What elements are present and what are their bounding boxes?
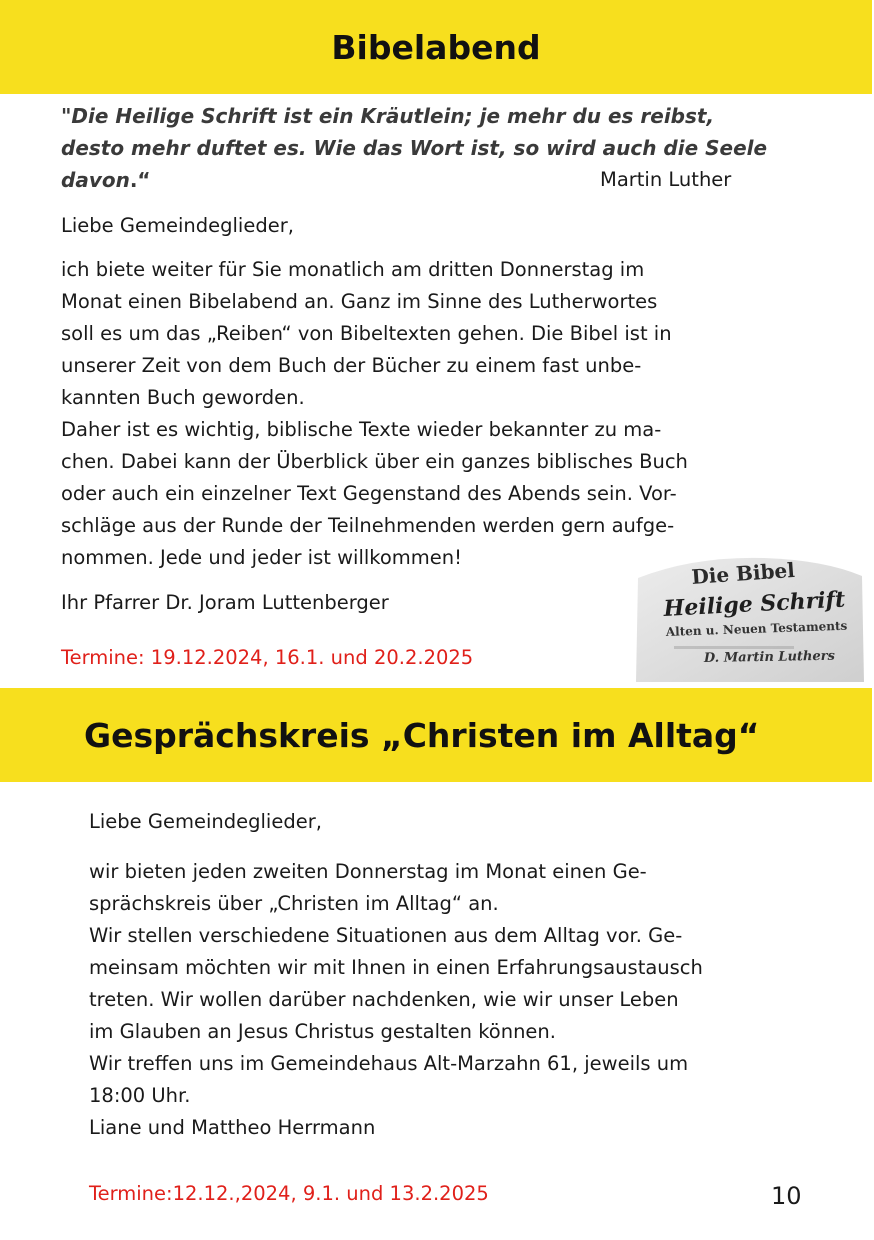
greeting-gespraechskreis: Liebe Gemeindeglieder,	[89, 810, 322, 833]
section-title-gespraechskreis: Gesprächskreis „Christen im Alltag“	[84, 715, 760, 755]
bible-lettering-luther: D. Martin Luthers	[703, 648, 835, 666]
bible-title-page-image	[634, 548, 866, 682]
bible-lettering-testaments: Alten u. Neuen Testaments	[665, 618, 848, 639]
dates-gespraechskreis: Termine:12.12.,2024, 9.1. und 13.2.2025	[89, 1182, 489, 1205]
gespraechskreis-banner	[0, 688, 872, 782]
quote-text: Die Heilige Schrift ist ein Kräutlein; je mehr du es reibst, desto mehr duftet es. Wie das Wort ist, so wird auch die Seele davon	[61, 104, 768, 192]
bible-lettering-heilige: Heilige Schrift	[662, 586, 846, 622]
quote-close-mark: .“	[129, 168, 151, 192]
page-number: 10	[771, 1182, 802, 1210]
greeting-bibelabend: Liebe Gemeindeglieder,	[61, 214, 294, 237]
bibelabend-banner	[0, 0, 872, 94]
body-bibelabend: ich biete weiter für Sie monatlich am dritten Donnerstag im Monat einen Bibelabend an. Ganz im Sinne des Lutherwortes soll es um das „Reiben“ von Bibeltexten gehen. Die Bibel ist in unserer Zeit von dem Buch der Bücher zu einem fast unbe- kannten Buch geworden. Daher ist es wichtig, biblische Texte wieder bekannter zu ma- chen. Dabei kann der Überblick über ein ganzes biblisches Buch oder auch ein einzelner Text Gegenstand des Abends sein. Vor- schläge aus der Runde der Teilnehmenden werden gern aufge- nommen. Jede und jeder ist willkommen!	[61, 258, 688, 569]
signature-pfarrer: Ihr Pfarrer Dr. Joram Luttenberger	[61, 591, 389, 614]
section-title-bibelabend: Bibelabend	[331, 27, 541, 67]
bible-lettering-title: Die Bibel	[690, 557, 796, 589]
quote-open-mark: "	[61, 104, 72, 128]
dates-bibelabend: Termine: 19.12.2024, 16.1. und 20.2.2025	[61, 646, 474, 669]
body-gespraechskreis: wir bieten jeden zweiten Donnerstag im Monat einen Ge- sprächskreis über „Christen im Alltag“ an. Wir stellen verschiedene Situationen aus dem Alltag vor. Ge- meinsam möchten wir mit Ihnen in einen Erfahrungsaustausch treten. Wir wollen darüber nachdenken, wie wir unser Leben im Glauben an Jesus Christus gestalten können. Wir treffen uns im Gemeindehaus Alt-Marzahn 61, jeweils um 18:00 Uhr. Liane und Mattheo Herrmann	[89, 860, 703, 1139]
quote-author: Martin Luther	[600, 168, 732, 191]
